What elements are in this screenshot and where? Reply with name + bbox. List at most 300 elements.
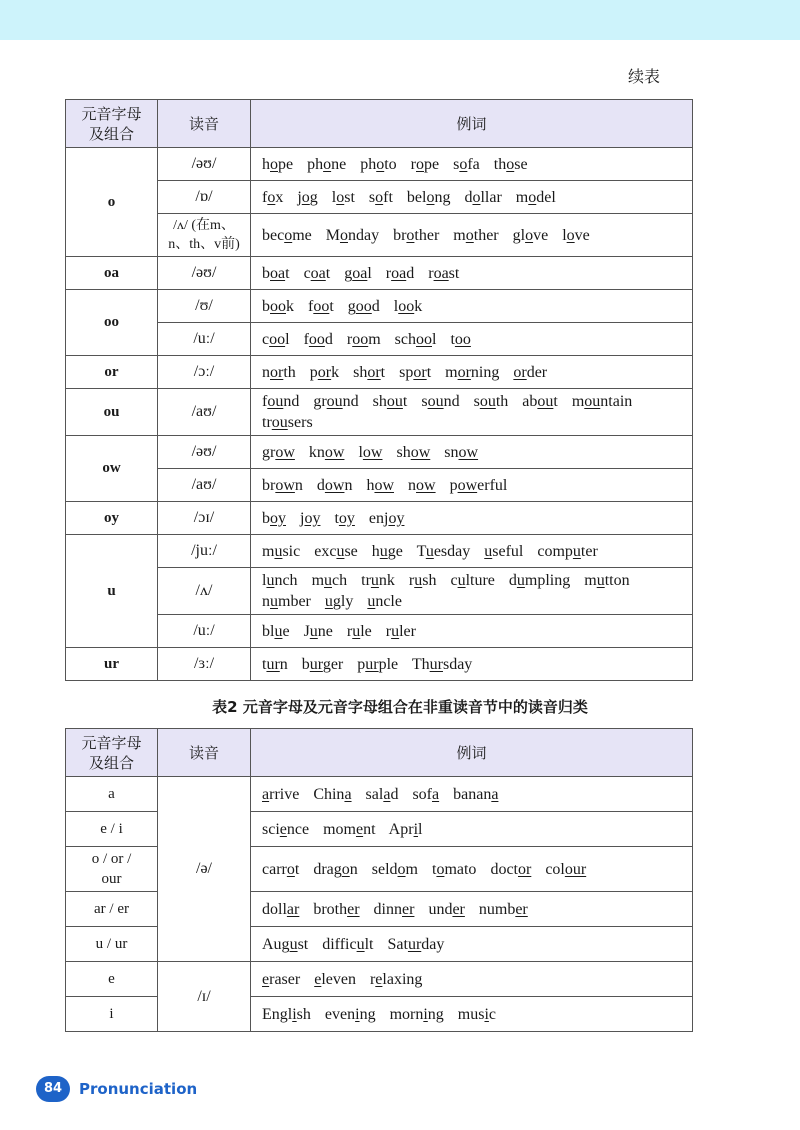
table-row xyxy=(66,568,693,615)
example-word: burger xyxy=(301,655,344,673)
example-word: dollar xyxy=(464,188,502,206)
target-letters: o xyxy=(376,155,385,173)
sound-cell: /ɒ/ xyxy=(158,181,251,214)
target-letters: oo xyxy=(308,330,325,348)
example-word: roast xyxy=(428,264,460,282)
target-letters: u xyxy=(352,622,361,640)
target-letters: oa xyxy=(352,264,368,282)
target-letters: er xyxy=(515,900,528,918)
target-letters: o xyxy=(375,188,384,206)
target-letters: er xyxy=(347,900,360,918)
target-letters: o xyxy=(267,188,276,206)
example-words xyxy=(251,257,693,290)
example-word: dragon xyxy=(313,860,358,878)
target-letters: e xyxy=(262,970,270,988)
table-row xyxy=(66,535,693,568)
example-word: room xyxy=(346,330,381,348)
target-letters: o xyxy=(270,155,278,173)
example-word: Thursday xyxy=(411,655,473,673)
target-letters: u xyxy=(266,572,275,589)
target-letters: u xyxy=(425,542,434,560)
target-letters: e xyxy=(355,820,364,838)
target-letters: e xyxy=(375,970,383,988)
example-word: colour xyxy=(545,860,587,878)
target-letters: o xyxy=(465,226,474,244)
example-word: purple xyxy=(357,655,399,673)
target-letters: er xyxy=(452,900,465,918)
example-word: Tuesday xyxy=(416,542,471,560)
example-word: love xyxy=(562,226,590,244)
example-word: ground xyxy=(313,393,359,410)
example-word: belong xyxy=(406,188,451,206)
example-word: China xyxy=(313,785,352,803)
target-letters: oa xyxy=(391,264,407,282)
sound-cell: /ʊ/ xyxy=(158,290,251,323)
table-1-header xyxy=(66,100,693,148)
example-word: eleven xyxy=(314,970,356,988)
header-letters: 元音字母 及组合 xyxy=(66,729,158,777)
sound-cell: /ʌ/ xyxy=(158,568,251,615)
example-word: soft xyxy=(368,188,393,206)
target-letters: o xyxy=(436,860,445,878)
table-row xyxy=(66,777,693,812)
target-letters: er xyxy=(402,900,415,918)
target-letters: ou xyxy=(427,393,444,410)
example-word: hope xyxy=(262,155,294,173)
target-letters: o xyxy=(525,226,534,244)
example-word: uncle xyxy=(367,593,402,610)
target-letters: o xyxy=(301,188,310,206)
example-word: banana xyxy=(453,785,499,803)
target-letters: ow xyxy=(410,443,431,461)
example-words xyxy=(251,469,693,502)
example-word: brother xyxy=(393,226,440,244)
target-letters: i xyxy=(423,1005,428,1023)
example-word: under xyxy=(428,900,465,918)
example-words xyxy=(251,181,693,214)
example-word: evening xyxy=(324,1005,376,1023)
table-row xyxy=(66,181,693,214)
example-word: relaxing xyxy=(369,970,423,988)
target-letters: or xyxy=(517,860,532,878)
example-word: much xyxy=(311,572,348,589)
example-word: too xyxy=(450,330,471,348)
example-word: pork xyxy=(309,363,340,381)
table-1 xyxy=(65,99,693,681)
target-letters: ou xyxy=(584,393,601,410)
example-words xyxy=(251,148,693,181)
sound-cell: /ɜː/ xyxy=(158,648,251,681)
target-letters: o xyxy=(323,155,332,173)
target-letters: ou xyxy=(326,393,343,410)
example-word: know xyxy=(308,443,345,461)
example-word: sofa xyxy=(453,155,480,173)
example-word: food xyxy=(303,330,333,348)
target-letters: o xyxy=(284,226,293,244)
target-letters: oa xyxy=(433,264,449,282)
target-letters: o xyxy=(336,188,345,206)
example-word: enjoy xyxy=(368,509,405,527)
example-words xyxy=(251,962,693,997)
table-2-caption: 表2 元音字母及元音字母组合在非重读音节中的读音归类 xyxy=(212,698,588,716)
example-word: difficult xyxy=(322,935,374,953)
table-2 xyxy=(65,728,693,1032)
target-letters: u xyxy=(572,542,581,560)
example-word: culture xyxy=(450,572,495,589)
example-word: phone xyxy=(307,155,347,173)
target-letters: u xyxy=(270,593,278,610)
table-row xyxy=(66,469,693,502)
target-letters: ow xyxy=(416,476,436,494)
letter-cell: ou xyxy=(66,389,158,436)
example-word: August xyxy=(262,935,309,953)
target-letters: u xyxy=(356,935,365,953)
sound-cell: /ʌ/ (在m、 n、th、v前) xyxy=(158,214,251,257)
target-letters: ow xyxy=(362,443,383,461)
target-letters: u xyxy=(324,593,333,610)
target-letters: or xyxy=(413,363,427,381)
example-word: turn xyxy=(262,655,288,673)
example-word: short xyxy=(353,363,386,381)
top-band xyxy=(0,0,800,40)
example-word: sport xyxy=(399,363,432,381)
target-letters: ou xyxy=(537,393,554,410)
table-row xyxy=(66,648,693,681)
letter-cell: ow xyxy=(66,436,158,502)
target-letters: oy xyxy=(388,509,405,527)
example-words xyxy=(251,568,693,615)
target-letters: ow xyxy=(458,443,479,461)
target-letters: u xyxy=(596,572,605,589)
example-word: rush xyxy=(408,572,437,589)
example-word: found xyxy=(262,393,300,410)
target-letters: or xyxy=(270,363,284,381)
target-letters: u xyxy=(457,572,466,589)
target-letters: e xyxy=(314,970,322,988)
sound-cell: /uː/ xyxy=(158,615,251,648)
target-letters: ur xyxy=(429,655,443,673)
continued-label: 续表 xyxy=(627,67,660,86)
example-words xyxy=(251,847,693,892)
example-word: trousers xyxy=(262,414,313,431)
example-word: goal xyxy=(344,264,372,282)
target-letters: ow xyxy=(374,476,395,494)
target-letters: oo xyxy=(352,330,369,348)
example-word: joy xyxy=(300,509,321,527)
letter-cell: oy xyxy=(66,502,158,535)
letter-cell: ur xyxy=(66,648,158,681)
example-word: look xyxy=(393,297,423,315)
example-word: snow xyxy=(444,443,479,461)
target-letters: o xyxy=(341,860,350,878)
page-number-badge: 84 xyxy=(36,1076,70,1102)
table-row xyxy=(66,323,693,356)
example-word: toy xyxy=(334,509,355,527)
example-words xyxy=(251,927,693,962)
sound-cell: /əʊ/ xyxy=(158,436,251,469)
target-letters: oo xyxy=(416,330,432,348)
target-letters: ow xyxy=(457,476,478,494)
example-words xyxy=(251,535,693,568)
target-letters: o xyxy=(426,188,435,206)
example-word: music xyxy=(457,1005,497,1023)
table-2-header xyxy=(66,729,693,777)
example-words xyxy=(251,389,693,436)
table-row xyxy=(66,148,693,181)
target-letters: ow xyxy=(324,443,345,461)
sound-cell: /aʊ/ xyxy=(158,469,251,502)
target-letters: o xyxy=(506,155,515,173)
example-word: now xyxy=(408,476,436,494)
example-word: show xyxy=(396,443,431,461)
target-letters: o xyxy=(397,860,406,878)
target-letters: oo xyxy=(355,297,372,315)
target-letters: ur xyxy=(309,655,323,673)
target-letters: oy xyxy=(304,509,321,527)
example-word: order xyxy=(513,363,548,381)
target-letters: o xyxy=(286,860,295,878)
header-sound: 读音 xyxy=(158,729,251,777)
target-letters: a xyxy=(344,785,352,803)
target-letters: ou xyxy=(386,393,403,410)
example-word: morning xyxy=(445,363,500,381)
letter-cell: e xyxy=(66,962,158,997)
example-word: carrot xyxy=(262,860,300,878)
example-word: rope xyxy=(410,155,440,173)
example-word: computer xyxy=(537,542,598,560)
example-word: sofa xyxy=(412,785,440,803)
example-word: ugly xyxy=(324,593,354,610)
example-word: arrive xyxy=(262,785,300,803)
target-letters: or xyxy=(317,363,332,381)
letter-cell: u xyxy=(66,535,158,648)
example-word: fox xyxy=(262,188,284,206)
target-letters: u xyxy=(370,572,379,589)
target-letters: u xyxy=(414,572,423,589)
table-row xyxy=(66,389,693,436)
target-letters: o xyxy=(406,226,415,244)
target-letters: u xyxy=(289,935,298,953)
example-word: down xyxy=(316,476,353,494)
sound-cell: /uː/ xyxy=(158,323,251,356)
example-word: English xyxy=(262,1005,311,1023)
section-title: Pronunciation xyxy=(79,1080,198,1098)
header-letters: 元音字母 及组合 xyxy=(66,100,158,148)
header-examples: 例词 xyxy=(251,729,693,777)
target-letters: u xyxy=(367,593,376,610)
example-word: book xyxy=(262,297,294,315)
letter-cell: o xyxy=(66,148,158,257)
letter-cell: o / or / our xyxy=(66,847,158,892)
sound-cell: /əʊ/ xyxy=(158,257,251,290)
target-letters: u xyxy=(336,542,345,560)
example-word: mother xyxy=(453,226,499,244)
example-word: morning xyxy=(389,1005,444,1023)
example-word: rule xyxy=(346,622,372,640)
sound-cell: /juː/ xyxy=(158,535,251,568)
example-word: about xyxy=(522,393,558,410)
target-letters: oy xyxy=(270,509,286,527)
target-letters: oo xyxy=(313,297,330,315)
example-word: music xyxy=(262,542,301,560)
sound-cell: /ə/ xyxy=(158,777,251,962)
example-words xyxy=(251,290,693,323)
target-letters: a xyxy=(491,785,499,803)
target-letters: u xyxy=(516,572,525,589)
example-word: cool xyxy=(262,330,290,348)
example-word: north xyxy=(262,363,296,381)
example-word: jog xyxy=(297,188,318,206)
target-letters: or xyxy=(457,363,471,381)
example-words xyxy=(251,997,693,1032)
sound-cell: /aʊ/ xyxy=(158,389,251,436)
example-words xyxy=(251,502,693,535)
example-word: mountain xyxy=(571,393,633,410)
example-word: lunch xyxy=(262,572,298,589)
example-word: road xyxy=(385,264,415,282)
example-word: salad xyxy=(365,785,399,803)
example-words xyxy=(251,648,693,681)
target-letters: our xyxy=(564,860,587,878)
example-word: boat xyxy=(262,264,290,282)
target-letters: oo xyxy=(269,330,286,348)
target-letters: ur xyxy=(365,655,379,673)
target-letters: ow xyxy=(324,476,345,494)
example-word: dinner xyxy=(373,900,415,918)
example-word: dumpling xyxy=(508,572,571,589)
target-letters: o xyxy=(416,155,424,173)
example-words xyxy=(251,615,693,648)
example-word: April xyxy=(388,820,423,838)
table-row xyxy=(66,502,693,535)
target-letters: u xyxy=(484,542,493,560)
example-word: photo xyxy=(360,155,397,173)
example-word: school xyxy=(394,330,437,348)
example-word: how xyxy=(366,476,395,494)
example-word: brown xyxy=(262,476,303,494)
target-letters: a xyxy=(262,785,270,803)
example-word: useful xyxy=(484,542,524,560)
target-letters: u xyxy=(274,622,283,640)
example-word: low xyxy=(358,443,383,461)
letter-cell: u / ur xyxy=(66,927,158,962)
example-word: lost xyxy=(331,188,355,206)
letter-cell: oa xyxy=(66,257,158,290)
target-letters: e xyxy=(279,820,287,838)
example-word: powerful xyxy=(449,476,508,494)
example-word: seldom xyxy=(371,860,418,878)
example-word: blue xyxy=(262,622,290,640)
table-row xyxy=(66,257,693,290)
example-words xyxy=(251,812,693,847)
table-row xyxy=(66,214,693,257)
example-word: glove xyxy=(512,226,549,244)
target-letters: ou xyxy=(267,393,284,410)
example-word: sound xyxy=(421,393,460,410)
target-letters: u xyxy=(309,622,318,640)
example-word: brother xyxy=(313,900,360,918)
target-letters: ur xyxy=(407,935,422,953)
example-words xyxy=(251,777,693,812)
target-letters: o xyxy=(472,188,481,206)
target-letters: oo xyxy=(398,297,415,315)
header-examples: 例词 xyxy=(251,100,693,148)
example-word: excuse xyxy=(314,542,358,560)
example-words xyxy=(251,214,693,257)
target-letters: u xyxy=(391,622,400,640)
table-row xyxy=(66,290,693,323)
target-letters: i xyxy=(484,1005,489,1023)
target-letters: o xyxy=(459,155,468,173)
target-letters: oa xyxy=(270,264,286,282)
letter-cell: a xyxy=(66,777,158,812)
example-words xyxy=(251,436,693,469)
target-letters: i xyxy=(292,1005,297,1023)
example-word: grow xyxy=(262,443,295,461)
target-letters: ar xyxy=(286,900,300,918)
example-word: tomato xyxy=(431,860,477,878)
target-letters: u xyxy=(379,542,388,560)
target-letters: or xyxy=(513,363,527,381)
sound-cell: /ɔɪ/ xyxy=(158,502,251,535)
example-word: moment xyxy=(323,820,376,838)
letter-cell: ar / er xyxy=(66,892,158,927)
target-letters: oo xyxy=(454,330,471,348)
target-letters: ou xyxy=(271,414,288,431)
target-letters: a xyxy=(432,785,440,803)
table-row xyxy=(66,615,693,648)
table-row xyxy=(66,356,693,389)
example-word: good xyxy=(347,297,380,315)
target-letters: oy xyxy=(338,509,355,527)
example-word: ruler xyxy=(385,622,416,640)
example-word: huge xyxy=(371,542,403,560)
target-letters: oo xyxy=(270,297,286,315)
example-word: number xyxy=(478,900,528,918)
example-word: doctor xyxy=(490,860,532,878)
example-word: number xyxy=(262,593,311,610)
target-letters: o xyxy=(339,226,348,244)
example-word: south xyxy=(473,393,509,410)
example-words xyxy=(251,356,693,389)
example-word: dollar xyxy=(262,900,300,918)
example-word: model xyxy=(515,188,556,206)
example-word: coat xyxy=(303,264,331,282)
target-letters: ow xyxy=(275,476,295,494)
example-word: shout xyxy=(372,393,408,410)
example-words xyxy=(251,323,693,356)
example-word: Saturday xyxy=(387,935,445,953)
example-word: become xyxy=(262,226,312,244)
example-word: trunk xyxy=(361,572,395,589)
target-letters: u xyxy=(324,572,333,589)
letter-cell: i xyxy=(66,997,158,1032)
example-words xyxy=(251,892,693,927)
letter-cell: oo xyxy=(66,290,158,356)
letter-cell: e / i xyxy=(66,812,158,847)
target-letters: u xyxy=(274,542,283,560)
target-letters: i xyxy=(355,1005,360,1023)
example-word: eraser xyxy=(262,970,301,988)
example-word: science xyxy=(262,820,310,838)
target-letters: ow xyxy=(275,443,295,461)
letter-cell: or xyxy=(66,356,158,389)
table-row xyxy=(66,962,693,997)
example-word: those xyxy=(493,155,528,173)
example-word: June xyxy=(303,622,333,640)
target-letters: or xyxy=(367,363,381,381)
example-word: boy xyxy=(262,509,286,527)
